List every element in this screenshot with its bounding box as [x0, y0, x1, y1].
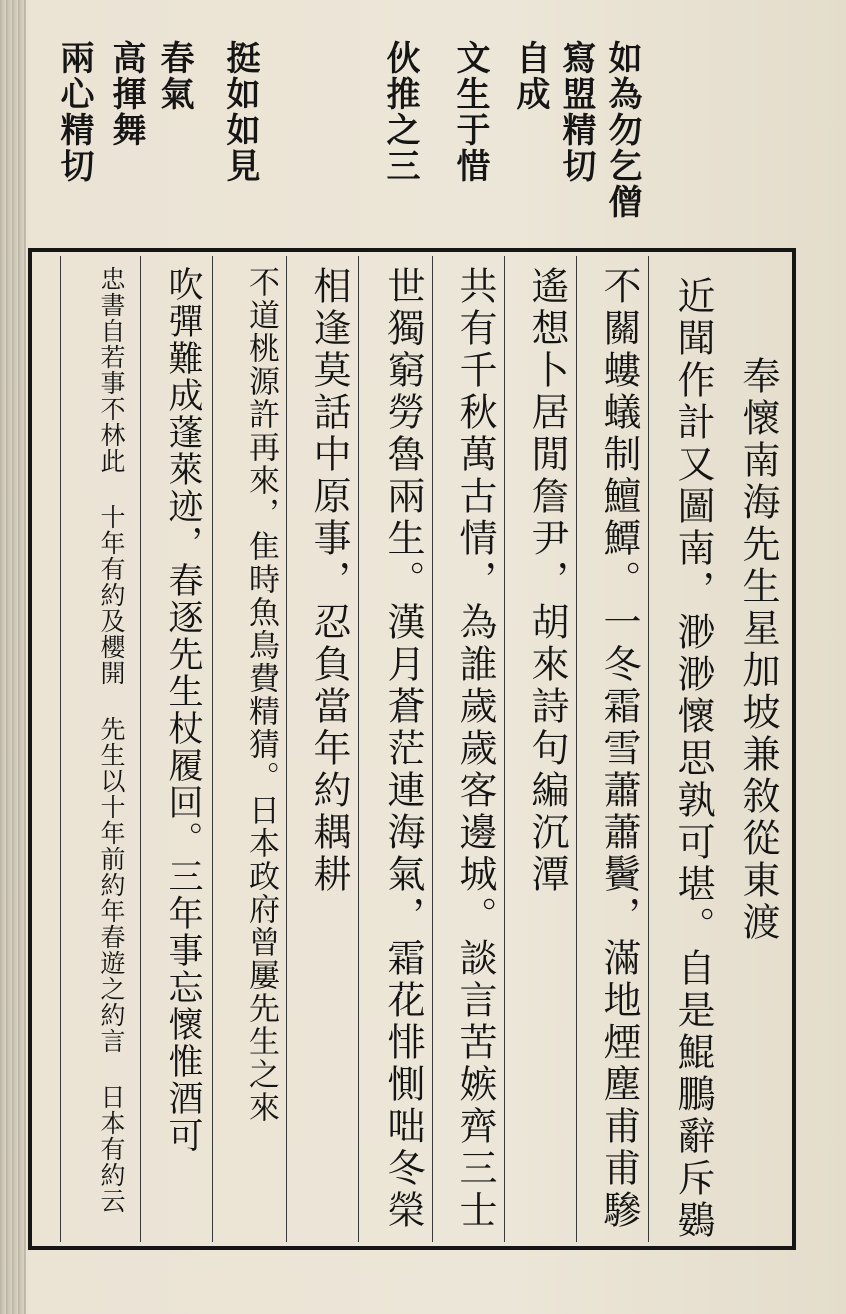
- book-binding: [0, 0, 26, 1314]
- poem-line-column: [576, 256, 649, 1242]
- margin-note-1: 如為勿乞僧: [602, 40, 642, 220]
- poem-line-column: [648, 256, 723, 1242]
- poem-line-7: 不道桃源許再來，隹時魚鳥費精猜。日本政府曾屢先生之來: [243, 266, 279, 1124]
- poem-line-4: 共有千秋萬古情，為誰歲歲客邊城。談言苦嫉齊三士: [453, 266, 497, 1232]
- poem-line-column: [286, 256, 359, 1242]
- poem-line-column: [504, 256, 577, 1242]
- margin-note-3: 自成: [510, 40, 550, 112]
- poem-line-9: 忠書自若事不林此 十年有約及櫻開 先生以十年前約年春遊之約言 日本有約云: [97, 266, 126, 1214]
- poem-line-2: 不關螻蟻制鱣鱏。一冬霜雪蕭蕭鬢，滿地煙塵甫甫驂: [597, 266, 641, 1232]
- poem-line-column: [140, 256, 213, 1242]
- poem-title-column: [722, 256, 788, 1242]
- poem-line-column: [432, 256, 505, 1242]
- poem-line-5: 世獨窮勞魯兩生。漢月蒼茫連海氣，霜花悱惻咄冬榮: [381, 266, 425, 1232]
- margin-note-4: 文生于惜: [450, 40, 490, 184]
- poem-title: 奉懷南海先生星加坡兼敘從東渡: [736, 356, 780, 944]
- poem-line-8: 吹彈難成蓬萊迹，春逐先生杖履回。三年事忘懷惟酒可: [163, 266, 203, 1154]
- margin-note-6: 挺如如見: [220, 40, 260, 184]
- poem-line-6: 相逢莫話中原事，忍負當年約耦耕: [307, 266, 351, 896]
- margin-note-2: 寫盟精切: [556, 40, 596, 184]
- annotation-column: [60, 256, 141, 1242]
- poem-line-column: [358, 256, 433, 1242]
- poem-line-column: [212, 256, 287, 1242]
- poem-line-1: 近聞作計又圖南，渺渺懷思孰可堪。自是鯤鵬辭斥鷃: [671, 276, 715, 1242]
- margin-note-5: 伙推之三: [380, 40, 420, 184]
- poem-line-3: 遙想卜居閒詹尹，胡來詩句編沉潭: [525, 266, 569, 896]
- margin-note-9: 兩心精切: [54, 40, 94, 184]
- margin-note-8: 高揮舞: [106, 40, 146, 148]
- margin-note-7: 春氣: [154, 40, 194, 112]
